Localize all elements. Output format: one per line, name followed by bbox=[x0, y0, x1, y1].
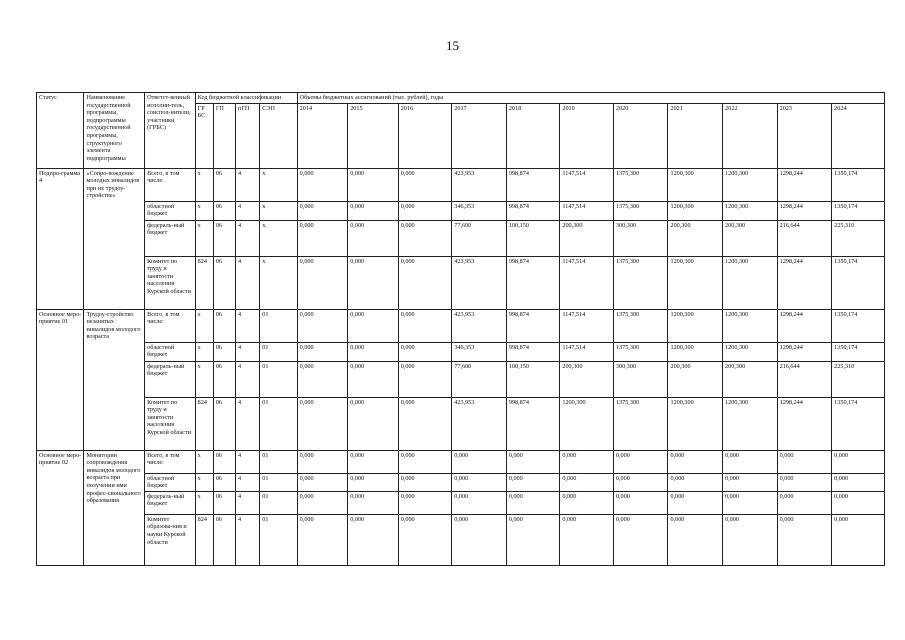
code-cell: 06 bbox=[213, 201, 235, 220]
value-cell: 0,000 bbox=[723, 491, 778, 514]
value-cell: 0,000 bbox=[560, 450, 614, 473]
value-cell: 0,000 bbox=[297, 514, 348, 565]
value-cell: 0,000 bbox=[613, 473, 668, 491]
header-year: 2015 bbox=[348, 103, 399, 168]
value-cell: 1298,244 bbox=[777, 342, 832, 361]
code-cell: 4 bbox=[236, 473, 260, 491]
code-cell: 4 bbox=[236, 201, 260, 220]
table-row bbox=[37, 361, 885, 397]
code-cell: х bbox=[195, 361, 213, 397]
value-cell: 1200,300 bbox=[723, 397, 778, 450]
header-code: ГП bbox=[213, 103, 235, 168]
value-cell: 216,644 bbox=[777, 361, 832, 397]
value-cell: 0,000 bbox=[398, 361, 452, 397]
value-cell: 0,000 bbox=[832, 491, 885, 514]
value-cell: 0,000 bbox=[297, 342, 348, 361]
value-cell: 1200,300 bbox=[723, 309, 778, 342]
value-cell: 0,000 bbox=[297, 201, 348, 220]
value-cell: 0,000 bbox=[560, 514, 614, 565]
name-cell: «Сопро-вождение молодых инвалидов при их трудоу-стройстве» bbox=[84, 168, 145, 309]
value-cell: 998,874 bbox=[506, 309, 560, 342]
code-cell: х bbox=[195, 342, 213, 361]
code-cell: х bbox=[260, 256, 297, 309]
budget-table bbox=[36, 92, 885, 566]
code-cell: 06 bbox=[213, 491, 235, 514]
code-cell: 06 bbox=[213, 473, 235, 491]
value-cell: 0,000 bbox=[348, 168, 399, 201]
header-volumes: Объемы бюджетных ассигнований (тыс. рублей), годы bbox=[297, 93, 884, 104]
value-cell: 0,000 bbox=[506, 473, 560, 491]
code-cell: 01 bbox=[260, 491, 297, 514]
header-status: Статус bbox=[37, 93, 84, 169]
value-cell: 1375,300 bbox=[613, 256, 668, 309]
code-cell: 824 bbox=[195, 397, 213, 450]
value-cell: 0,000 bbox=[348, 220, 399, 256]
code-cell: 4 bbox=[236, 256, 260, 309]
value-cell: 0,000 bbox=[668, 473, 723, 491]
value-cell: 1147,514 bbox=[560, 342, 614, 361]
value-cell: 0,000 bbox=[777, 491, 832, 514]
code-cell: 01 bbox=[260, 473, 297, 491]
header-year: 2020 bbox=[613, 103, 668, 168]
value-cell: 0,000 bbox=[348, 309, 399, 342]
header-code: ГР БС bbox=[195, 103, 213, 168]
header-code-group: Код бюджетной классификации bbox=[195, 93, 297, 104]
value-cell: 1298,244 bbox=[777, 309, 832, 342]
value-cell: 1298,244 bbox=[777, 201, 832, 220]
header-year: 2019 bbox=[560, 103, 614, 168]
code-cell: 4 bbox=[236, 491, 260, 514]
code-cell: 06 bbox=[213, 309, 235, 342]
code-cell: 06 bbox=[213, 256, 235, 309]
value-cell: 0,000 bbox=[398, 220, 452, 256]
value-cell: 0,000 bbox=[297, 220, 348, 256]
value-cell: 77,600 bbox=[452, 361, 507, 397]
value-cell: 0,000 bbox=[777, 450, 832, 473]
table-row bbox=[37, 397, 885, 450]
value-cell: 1350,174 bbox=[832, 201, 885, 220]
code-cell: 4 bbox=[236, 309, 260, 342]
value-cell: 100,150 bbox=[506, 361, 560, 397]
code-cell: 06 bbox=[213, 514, 235, 565]
code-cell: 4 bbox=[236, 220, 260, 256]
header-year: 2022 bbox=[723, 103, 778, 168]
value-cell: 0,000 bbox=[348, 473, 399, 491]
value-cell: 0,000 bbox=[506, 450, 560, 473]
value-cell: 1200,300 bbox=[668, 256, 723, 309]
table-row bbox=[37, 514, 885, 565]
value-cell: 300,300 bbox=[613, 220, 668, 256]
code-cell: 06 bbox=[213, 361, 235, 397]
value-cell: 1147,514 bbox=[560, 309, 614, 342]
value-cell: 0,000 bbox=[777, 514, 832, 565]
value-cell: 0,000 bbox=[297, 168, 348, 201]
header-year: 2018 bbox=[506, 103, 560, 168]
value-cell: 0,000 bbox=[832, 473, 885, 491]
value-cell: 1350,174 bbox=[832, 342, 885, 361]
code-cell: х bbox=[195, 220, 213, 256]
value-cell: 0,000 bbox=[398, 168, 452, 201]
code-cell: 4 bbox=[236, 450, 260, 473]
value-cell: 0,000 bbox=[723, 450, 778, 473]
executor-cell: федераль-ный бюджет bbox=[145, 361, 196, 397]
value-cell: 423,953 bbox=[452, 309, 507, 342]
value-cell: 1375,300 bbox=[613, 309, 668, 342]
code-cell: х bbox=[195, 168, 213, 201]
value-cell: 0,000 bbox=[398, 342, 452, 361]
value-cell: 0,000 bbox=[297, 491, 348, 514]
code-cell: х bbox=[195, 473, 213, 491]
value-cell: 0,000 bbox=[560, 491, 614, 514]
value-cell: 200,300 bbox=[723, 361, 778, 397]
value-cell: 423,953 bbox=[452, 256, 507, 309]
value-cell: 0,000 bbox=[297, 397, 348, 450]
code-cell: х bbox=[195, 201, 213, 220]
value-cell: 1200,300 bbox=[668, 342, 723, 361]
value-cell: 0,000 bbox=[348, 514, 399, 565]
value-cell: 0,000 bbox=[560, 473, 614, 491]
value-cell: 0,000 bbox=[398, 397, 452, 450]
value-cell: 0,000 bbox=[668, 514, 723, 565]
table-body bbox=[37, 168, 885, 565]
value-cell: 0,000 bbox=[398, 201, 452, 220]
table-row bbox=[37, 168, 885, 201]
executor-cell: областной бюджет bbox=[145, 342, 196, 361]
value-cell: 0,000 bbox=[668, 450, 723, 473]
code-cell: 4 bbox=[236, 361, 260, 397]
value-cell: 200,300 bbox=[668, 220, 723, 256]
value-cell: 423,953 bbox=[452, 168, 507, 201]
header-code: СЭП bbox=[260, 103, 297, 168]
value-cell: 225,310 bbox=[832, 361, 885, 397]
value-cell: 1147,514 bbox=[560, 256, 614, 309]
status-cell: Подпро-грамма 4 bbox=[37, 168, 84, 309]
code-cell: х bbox=[195, 309, 213, 342]
executor-cell: Комитет по труду и занятости населения Курской области bbox=[145, 256, 196, 309]
name-cell: Мониторин сопровождения инвалидов молодого возраста при получении ими профес-сионального образования bbox=[84, 450, 145, 565]
code-cell: 824 bbox=[195, 256, 213, 309]
value-cell: 1375,300 bbox=[613, 342, 668, 361]
value-cell: 1200,300 bbox=[723, 168, 778, 201]
value-cell: 0,000 bbox=[613, 491, 668, 514]
value-cell: 1298,244 bbox=[777, 256, 832, 309]
value-cell: 200,300 bbox=[560, 361, 614, 397]
value-cell: 1147,514 bbox=[560, 168, 614, 201]
status-cell: Основное меро-приятие 02 bbox=[37, 450, 84, 565]
value-cell: 1350,174 bbox=[832, 168, 885, 201]
value-cell: 0,000 bbox=[832, 450, 885, 473]
value-cell: 346,353 bbox=[452, 201, 507, 220]
header-year: 2014 bbox=[297, 103, 348, 168]
value-cell: 0,000 bbox=[297, 361, 348, 397]
value-cell: 0,000 bbox=[398, 491, 452, 514]
value-cell: 0,000 bbox=[613, 450, 668, 473]
value-cell: 0,000 bbox=[613, 514, 668, 565]
value-cell: 1200,300 bbox=[723, 201, 778, 220]
value-cell: 1200,300 bbox=[668, 309, 723, 342]
value-cell: 0,000 bbox=[398, 309, 452, 342]
code-cell: 01 bbox=[260, 450, 297, 473]
code-cell: 06 bbox=[213, 168, 235, 201]
value-cell: 200,300 bbox=[723, 220, 778, 256]
value-cell: 1200,300 bbox=[723, 342, 778, 361]
value-cell: 0,000 bbox=[723, 514, 778, 565]
value-cell: 1375,300 bbox=[613, 201, 668, 220]
value-cell: 0,000 bbox=[668, 491, 723, 514]
code-cell: 01 bbox=[260, 309, 297, 342]
value-cell: 1375,300 bbox=[613, 397, 668, 450]
value-cell: 216,644 bbox=[777, 220, 832, 256]
value-cell: 1200,300 bbox=[668, 201, 723, 220]
header-year: 2016 bbox=[398, 103, 452, 168]
value-cell: 0,000 bbox=[723, 473, 778, 491]
value-cell: 0,000 bbox=[506, 514, 560, 565]
header-year: 2023 bbox=[777, 103, 832, 168]
value-cell: 0,000 bbox=[398, 450, 452, 473]
status-cell: Основное меро-приятие 01 bbox=[37, 309, 84, 450]
table-row bbox=[37, 256, 885, 309]
executor-cell: Комитет по труду и занятости населения Курской области bbox=[145, 397, 196, 450]
value-cell: 0,000 bbox=[452, 491, 507, 514]
header-year: 2017 bbox=[452, 103, 507, 168]
value-cell: 0,000 bbox=[452, 450, 507, 473]
executor-cell: Всего, в том числе: bbox=[145, 450, 196, 473]
value-cell: 300,300 bbox=[613, 361, 668, 397]
value-cell: 0,000 bbox=[348, 450, 399, 473]
code-cell: 4 bbox=[236, 342, 260, 361]
value-cell: 1298,244 bbox=[777, 397, 832, 450]
table-row bbox=[37, 473, 885, 491]
value-cell: 0,000 bbox=[297, 473, 348, 491]
header-executor: Ответст-венный исполни-тель, соиспол-нители, участники (ГРБС) bbox=[145, 93, 196, 169]
code-cell: 01 bbox=[260, 397, 297, 450]
code-cell: 4 bbox=[236, 168, 260, 201]
executor-cell: Всего, в том числе: bbox=[145, 309, 196, 342]
value-cell: 1200,300 bbox=[560, 397, 614, 450]
code-cell: 4 bbox=[236, 514, 260, 565]
value-cell: 0,000 bbox=[832, 514, 885, 565]
value-cell: 0,000 bbox=[506, 491, 560, 514]
value-cell: 998,874 bbox=[506, 168, 560, 201]
value-cell: 0,000 bbox=[348, 397, 399, 450]
value-cell: 0,000 bbox=[398, 514, 452, 565]
value-cell: 423,953 bbox=[452, 397, 507, 450]
value-cell: 0,000 bbox=[452, 514, 507, 565]
executor-cell: областной бюджет bbox=[145, 473, 196, 491]
value-cell: 0,000 bbox=[348, 491, 399, 514]
code-cell: 01 bbox=[260, 342, 297, 361]
value-cell: 1350,174 bbox=[832, 397, 885, 450]
value-cell: 1200,300 bbox=[668, 168, 723, 201]
value-cell: 77,600 bbox=[452, 220, 507, 256]
value-cell: 100,150 bbox=[506, 220, 560, 256]
code-cell: 06 bbox=[213, 450, 235, 473]
value-cell: 0,000 bbox=[398, 473, 452, 491]
value-cell: 1350,174 bbox=[832, 309, 885, 342]
value-cell: 346,353 bbox=[452, 342, 507, 361]
name-cell: Трудоу-стройство незанятых инвалидов молодого возраста bbox=[84, 309, 145, 450]
value-cell: 0,000 bbox=[297, 256, 348, 309]
executor-cell: федераль-ный бюджет bbox=[145, 220, 196, 256]
value-cell: 0,000 bbox=[348, 361, 399, 397]
code-cell: х bbox=[260, 168, 297, 201]
value-cell: 0,000 bbox=[297, 450, 348, 473]
value-cell: 0,000 bbox=[777, 473, 832, 491]
table-row bbox=[37, 342, 885, 361]
value-cell: 1298,244 bbox=[777, 168, 832, 201]
value-cell: 225,310 bbox=[832, 220, 885, 256]
value-cell: 200,300 bbox=[560, 220, 614, 256]
executor-cell: федераль-ный бюджет bbox=[145, 491, 196, 514]
table-row bbox=[37, 309, 885, 342]
code-cell: х bbox=[195, 491, 213, 514]
header-code: пГП bbox=[236, 103, 260, 168]
value-cell: 0,000 bbox=[348, 201, 399, 220]
table-row bbox=[37, 201, 885, 220]
value-cell: 1350,174 bbox=[832, 256, 885, 309]
value-cell: 1200,300 bbox=[668, 397, 723, 450]
code-cell: 01 bbox=[260, 361, 297, 397]
code-cell: 4 bbox=[236, 397, 260, 450]
value-cell: 0,000 bbox=[452, 473, 507, 491]
code-cell: 06 bbox=[213, 397, 235, 450]
code-cell: 06 bbox=[213, 342, 235, 361]
value-cell: 998,874 bbox=[506, 201, 560, 220]
page-number: 15 bbox=[446, 38, 459, 53]
header-year: 2021 bbox=[668, 103, 723, 168]
value-cell: 0,000 bbox=[398, 256, 452, 309]
value-cell: 1200,300 bbox=[723, 256, 778, 309]
value-cell: 998,874 bbox=[506, 342, 560, 361]
executor-cell: областной бюджет bbox=[145, 201, 196, 220]
code-cell: 824 bbox=[195, 514, 213, 565]
value-cell: 1375,300 bbox=[613, 168, 668, 201]
code-cell: х bbox=[260, 201, 297, 220]
value-cell: 0,000 bbox=[297, 309, 348, 342]
code-cell: х bbox=[260, 220, 297, 256]
executor-cell: Всего, в том числе: bbox=[145, 168, 196, 201]
value-cell: 0,000 bbox=[348, 342, 399, 361]
executor-cell: Комитет образова-ния и науки Курской области bbox=[145, 514, 196, 565]
value-cell: 998,874 bbox=[506, 256, 560, 309]
table-row bbox=[37, 450, 885, 473]
table-row bbox=[37, 220, 885, 256]
value-cell: 1147,514 bbox=[560, 201, 614, 220]
header-year: 2024 bbox=[832, 103, 885, 168]
value-cell: 998,874 bbox=[506, 397, 560, 450]
code-cell: 01 bbox=[260, 514, 297, 565]
value-cell: 0,000 bbox=[348, 256, 399, 309]
value-cell: 200,300 bbox=[668, 361, 723, 397]
code-cell: 06 bbox=[213, 220, 235, 256]
table-row bbox=[37, 491, 885, 514]
code-cell: х bbox=[195, 450, 213, 473]
header-name: Наименование государственной программы, подпрограммы государственной программы, структурного элемента подпрограммы bbox=[84, 93, 145, 169]
